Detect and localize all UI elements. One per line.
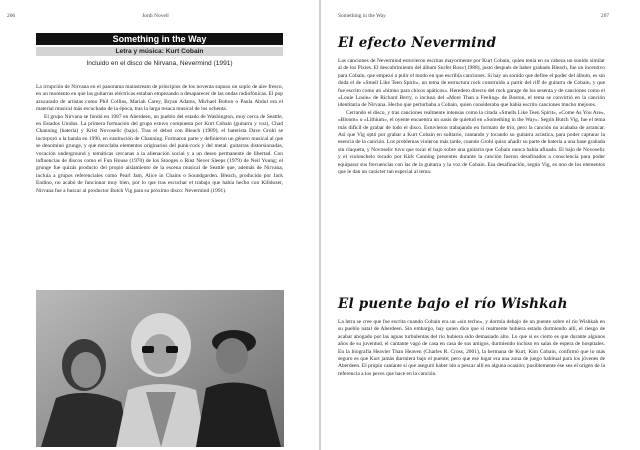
section2-body-text (338, 319, 605, 378)
right-running-head: Something in the Way (338, 13, 386, 19)
paragraph: Las canciones de Nevermind estuvieron escritas mayormente por Kurt Cobain, quien tenía en su cabeza un sonido similar al de los Pixies. El descubrimiento del álbum Surfer Rosa (1988), justo después de haber grabado Bleach, fue un incentivo para Cobain, que empezó a pulir el modo en que escribía canciones. Si hay un sonido que define el poder del álbum, es sin duda el de «Smell Like Teen Spirit», un tema de estructura rock construido a partir del riff de guitarra de Cobain, y que fue escrito como un «himno para chicos apáticos». Heredero directo del rock garage de los sesenta y de canciones como el «Louie Louie» de Richard Berry, o incluso del «More Than a Feeling» de Boston, el tema se convirtió en la canción identitaria de Nirvana. Hecho que perturbaba a Cobain, quien consideraba que había escrito canciones mucho mejores. (338, 58, 605, 109)
song-title: Something in the Way (36, 33, 283, 45)
paragraph: La letra se cree que fue escrita cuando Cobain era un «sin techo», y dormía debajo de un puente sobre el río Wishkah en su pueblo natal de Aberdeen. Sin embargo, hay quien dice que si realmente hubiera estado durmiendo allí, el riesgo de acabar ahogado por las aguas turbulentas del río hubiera sido demasiado alto. Lo que sí es cierto es que durante algunos años de su juventud, el cantante vagó de casa en casa de sus amigos, durmiendo incluso en salas de espera de hospitales. En la biografía Heavier Than Heaven (Charles R. Cross, 2001), la hermana de Kurt, Kim Cobain, confirmó que lo más seguro es que Kurt jamás durmiera bajo el puente; pero que ese lugar era una zona de juego habitual para los jóvenes de Aberdeen. El propio cantante sí que aseguró haber ido a pescar allí en alguna ocasión; posiblemente ése sea el origen de la referencia a los peces que hace en la canción. (338, 319, 605, 377)
left-page-number: 206 (7, 13, 16, 19)
song-credit: Letra y música: Kurt Cobain (36, 47, 283, 56)
paragraph: Cerrando el disco, y tras canciones realmente intensas como la citada «Smells Like Teen Spirit», «Come As You Are», «Bloom» o «Lithium», el oyente encuentra un oasis de quietud en «Something in the Way». Según Butch Vig, fue el tema más difícil de grabar de todo el disco. Estuvieron trabajando en formato de trío, pero la canción no acababa de arrancar. Así que Vig optó por grabar a Kurt Cobain en solitario, cantando y tocando su guitarra acústica, para poder capturar la esencia de la canción. Los problemas vinieron más tarde, cuando Grohl quiso añadir su parte de batería a una base grabada sin claqueta, y Novoselic tuvo que tocar el bajo sobre una guitarra que Cobain nunca había afinado. El bajo de Novoselic y el violonchelo tocado por Kirk Canning presentes durante la canción fueron desafinados a consciencia para poder equiparar sus frecuencias con las de la guitarra y la voz de Cobain. Esa desafinación, según Vig, es uno de los elementos que le dan un carácter tan especial al tema. (338, 109, 605, 176)
section-title-nevermind: El efecto Nevermind (338, 35, 497, 51)
section-title-wishkah: El puente bajo el río Wishkah (338, 296, 568, 312)
paragraph: La irrupción de Nirvana en el panorama mainstream de principios de los noventa supuso un soplo de aire fresco, en un momento en que las guitarras eléctricas estaban empezando a desaparecer de las ondas radiofónicas. El pop azucarado de artistas como Phil Collins, Mariah Carey, Bryan Adams, Michael Bolton o Paula Abdul era el material musical más escuchado de la época, tras la larga resaca musical de los ochenta. (36, 84, 284, 113)
left-page (0, 0, 319, 450)
right-page (321, 0, 640, 450)
band-photo (36, 290, 284, 447)
left-running-head: Jordi Novell (142, 13, 169, 19)
left-body-text (36, 84, 283, 195)
paragraph: El grupo Nirvana se fundó en 1987 en Aberdeen, un pueblo del estado de Washington, muy cerca de Seattle, en Estados Unidos. La primera formación del grupo estuvo compuesta por Kurt Cobain (guitarra y voz), Chad Channing (batería) y Krist Novoselic (bajo). Tras el debut con Bleach (1989), el baterista Dave Grohl se incorporó a la banda en 1990, en sustitución de Channing. Formaron parte y definieron un género musical al que se denominó grunge, y que mezclaba elementos originarios del punk-rock y del metal: guitarras distorsionadas, vocación underground y temáticas cercanas a la alienación social y a un deseo permanente de libertad. Con influencias de discos como el Fun House (1970) de los Stooges o Rust Never Sleeps (1979) de Neil Young; el grunge fue quizás producto del propio aislamiento de la escena musical de Seattle que, además de Nirvana, incluía a grupos referenciales como Pearl Jam, Alice in Chains o Soundgarden. Bleach, producido por Jack Endino, no acabó de funcionar muy bien, por lo que tras escuchar el trabajo que había hecho con Killdozer, Nirvana fue a buscar al productor Butch Vig para su próximo disco: Nevermind (1991). (36, 113, 283, 194)
right-page-number: 207 (601, 13, 610, 19)
album-info: Incluido en el disco de Nirvana, Nevermind (1991) (86, 60, 233, 67)
section1-body-text (338, 58, 605, 177)
